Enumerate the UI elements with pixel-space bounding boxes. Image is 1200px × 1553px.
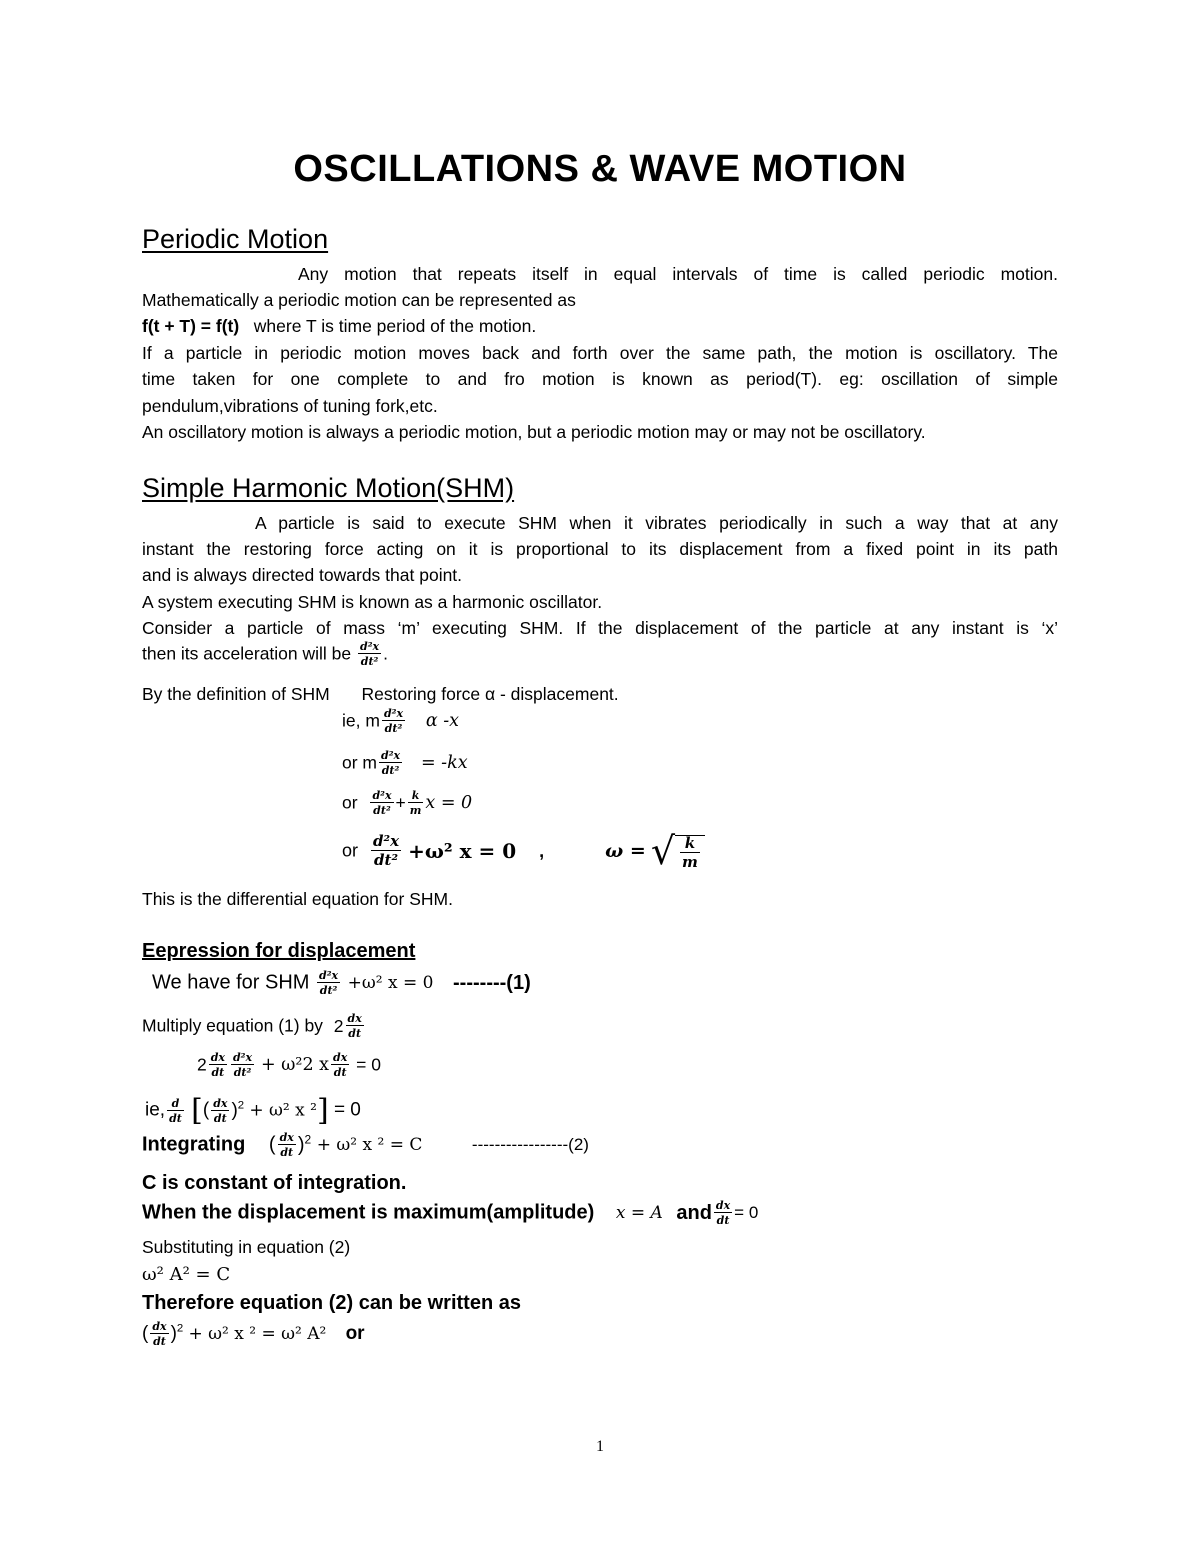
we-have-text: We have for SHM xyxy=(152,971,310,994)
constant-line: C is constant of integration. xyxy=(142,1172,407,1194)
amplitude-numerator: dx xyxy=(715,1199,731,1212)
eq3-numerator-2: k xyxy=(408,790,424,803)
eq3-suffix: x = 0 xyxy=(425,793,473,813)
shm-equation-1 xyxy=(342,708,459,734)
eq3-fraction-2 xyxy=(408,790,424,816)
eq3-prefix: or xyxy=(342,792,358,813)
acceleration-numerator: d²x xyxy=(360,640,380,653)
shm-definition-text: By the definition of SHM xyxy=(142,684,330,704)
amplitude-and: and xyxy=(676,1201,712,1224)
shm-definition-relation: Restoring force α - displacement. xyxy=(361,684,619,704)
multiply-line xyxy=(142,1013,366,1039)
eq1-prefix: ie, m xyxy=(342,710,380,731)
periodic-equation-note: where T is time period of the motion. xyxy=(253,316,537,336)
page-title: OSCILLATIONS & WAVE MOTION xyxy=(293,148,907,190)
eqA-denominator-3: dt xyxy=(333,1066,347,1079)
eqB-derivative xyxy=(167,1098,184,1124)
eq2-denominator: dt² xyxy=(381,764,400,777)
page-number: 1 xyxy=(596,1438,604,1455)
shm-conclusion: This is the differential equation for SHM. xyxy=(142,889,453,909)
eq4-fraction xyxy=(371,834,401,868)
eq2-suffix: = -kx xyxy=(420,753,468,773)
final-or: or xyxy=(345,1323,365,1344)
eq4-denominator: dt² xyxy=(374,851,399,869)
periodic-motion-heading: Periodic Motion xyxy=(142,224,329,254)
eqB-prefix: ie, xyxy=(145,1099,166,1121)
periodic-para-line-6: pendulum,vibrations of tuning fork,etc. xyxy=(142,396,438,416)
shm-equation-2 xyxy=(342,750,468,776)
eq1-suffix: α -x xyxy=(425,711,460,731)
we-have-equation: +ω² x = 0 xyxy=(347,973,434,993)
shm-equation-4 xyxy=(342,829,705,873)
eq3-fraction-1 xyxy=(370,790,393,816)
integrating-equation: + ω² x ² = C xyxy=(316,1135,423,1155)
acceleration-denominator: dt² xyxy=(360,655,379,668)
we-have-denominator: dt² xyxy=(319,984,338,997)
shm-para-line-6: then its acceleration will be $\frac{\text{d²x}}{\text{dt²}}$ . xyxy=(142,640,388,668)
multiply-factor: 2 xyxy=(333,1015,344,1036)
shm-para-line-5: Consider a particle of mass ‘m’ executing SHM. If the displacement of the particle at any instant is ‘x’ xyxy=(142,618,1058,638)
eqA-numerator-3: dx xyxy=(333,1051,348,1064)
displacement-equation-1 xyxy=(152,970,531,996)
eq4-comma: , xyxy=(539,840,545,861)
eq4-numerator: d²x xyxy=(373,832,400,850)
final-numerator: dx xyxy=(152,1320,167,1333)
eqA-fraction-1 xyxy=(209,1052,227,1078)
eq3-denominator-1: dt² xyxy=(373,804,391,817)
shm-para-line-4: A system executing SHM is known as a harmonic oscillator. xyxy=(142,592,603,612)
periodic-para-line-1: Any motion that repeats itself in equal intervals of time is called periodic motion. xyxy=(298,264,1058,284)
substituting-line: Substituting in equation (2) xyxy=(142,1237,351,1257)
eqB-middle: + ω² x ² xyxy=(249,1100,317,1121)
eqA-factor: 2 xyxy=(197,1054,207,1075)
eq2-numerator: d²x xyxy=(381,749,401,762)
periodic-para-line-4: If a particle in periodic motion moves back and forth over the same path, the motion is oscillatory. The xyxy=(142,343,1058,363)
eq4-suffix: +ω² x = 0 xyxy=(408,839,517,863)
amplitude-fraction xyxy=(714,1200,732,1226)
eqA-numerator-2: d²x xyxy=(232,1051,253,1064)
amplitude-equation: x = A xyxy=(615,1203,663,1223)
omega-sqrt: √ $\frac{k}{m}$ xyxy=(651,832,705,870)
shm-para-line-1: A particle is said to execute SHM when it vibrates periodically in such a way that at any xyxy=(255,513,1058,533)
eq1-fraction xyxy=(382,708,405,734)
eq2-fraction xyxy=(379,750,402,776)
multiply-text: Multiply equation (1) by xyxy=(142,1015,323,1036)
acceleration-fraction xyxy=(358,641,381,667)
shm-equation-3: or $\frac{\text{d²x}}{\text{dt²}}$ + $\frac{k}{m}$ x = 0 xyxy=(342,789,473,817)
periodic-equation-line xyxy=(142,316,536,337)
substituting-equation: ω² A² = C xyxy=(142,1264,231,1285)
shm-para-line-3: and is always directed towards that point. xyxy=(142,565,463,585)
displacement-heading: Eepression for displacement xyxy=(142,940,416,962)
we-have-numerator: d²x xyxy=(319,969,339,982)
periodic-para-line-5: time taken for one complete to and fro motion is known as period(T). eg: oscillation of simple xyxy=(142,369,1058,389)
eq2-prefix: or m xyxy=(342,752,377,773)
eqB-end: = 0 xyxy=(333,1099,361,1121)
amplitude-line xyxy=(142,1200,758,1226)
omega-denominator: m xyxy=(682,853,698,871)
displacement-equation-3: ie, $\frac{d}{dt}$ [( $\frac{dx}{dt}$ )$^2$ + ω² x ²] = 0 xyxy=(145,1093,361,1128)
integrating-line: Integrating ( $\frac{dx}{dt}$ )$^2$ + ω² x ² = C -----------------(2) xyxy=(142,1131,589,1159)
final-fraction xyxy=(150,1321,168,1347)
amplitude-text: When the displacement is maximum(amplitude) xyxy=(142,1201,595,1224)
eq3-numerator-1: d²x xyxy=(372,789,392,802)
multiply-numerator: dx xyxy=(347,1012,362,1025)
omega-numerator: k xyxy=(680,836,700,853)
we-have-fraction xyxy=(317,970,340,996)
omega-label: ω = xyxy=(605,840,646,862)
eqA-end: = 0 xyxy=(356,1054,381,1075)
shm-para-line-2: instant the restoring force acting on it is proportional to its displacement from a fixed point in its path xyxy=(142,539,1058,559)
displacement-equation-2 xyxy=(197,1052,381,1078)
final-equation: + ω² x ² = ω² A² xyxy=(188,1324,327,1344)
multiply-denominator: dt xyxy=(348,1027,362,1040)
final-denominator: dt xyxy=(153,1335,166,1348)
eqB-d: d xyxy=(167,1098,184,1111)
amplitude-end: = 0 xyxy=(734,1203,759,1222)
eq1-denominator: dt² xyxy=(384,722,403,735)
eqA-fraction-3 xyxy=(331,1052,349,1078)
eqB-dt: dt xyxy=(169,1111,182,1125)
equation-1-tag: --------(1) xyxy=(453,971,531,994)
eqA-denominator-2: dt² xyxy=(233,1066,252,1079)
eqA-denominator-1: dt xyxy=(211,1066,225,1079)
shm-definition-line xyxy=(142,684,619,705)
integrating-fraction xyxy=(278,1132,296,1158)
eq4-prefix: or xyxy=(342,840,359,861)
integrating-denominator: dt xyxy=(280,1146,294,1159)
acceleration-text: then its acceleration will be xyxy=(142,643,352,664)
omega-fraction xyxy=(680,836,700,870)
therefore-line: Therefore equation (2) can be written as xyxy=(142,1292,521,1314)
periodic-equation: f(t + T) = f(t) xyxy=(142,316,240,336)
integrating-numerator: dx xyxy=(279,1131,294,1144)
multiply-fraction xyxy=(346,1013,364,1039)
eqB-fraction xyxy=(211,1098,229,1124)
eq3-denominator-2: m xyxy=(409,804,422,817)
periodic-para-line-7: An oscillatory motion is always a periodic motion, but a periodic motion may or may not be oscillatory. xyxy=(142,422,926,442)
eqB-numerator: dx xyxy=(213,1096,228,1110)
integrating-label: Integrating xyxy=(142,1133,246,1156)
equation-2-tag: -----------------(2) xyxy=(471,1135,589,1154)
eqB-denominator: dt xyxy=(213,1111,227,1125)
eqA-middle: + ω²2 x xyxy=(260,1055,330,1075)
amplitude-denominator: dt xyxy=(716,1214,730,1227)
eqA-numerator-1: dx xyxy=(210,1051,225,1064)
final-equation-line: ( $\frac{dx}{dt}$ )$^2$ + ω² x ² = ω² A² or xyxy=(142,1320,365,1348)
shm-heading: Simple Harmonic Motion(SHM) xyxy=(142,473,515,503)
periodic-para-line-2: Mathematically a periodic motion can be represented as xyxy=(142,290,576,310)
eqA-fraction-2 xyxy=(231,1052,254,1078)
eq1-numerator: d²x xyxy=(383,707,404,720)
